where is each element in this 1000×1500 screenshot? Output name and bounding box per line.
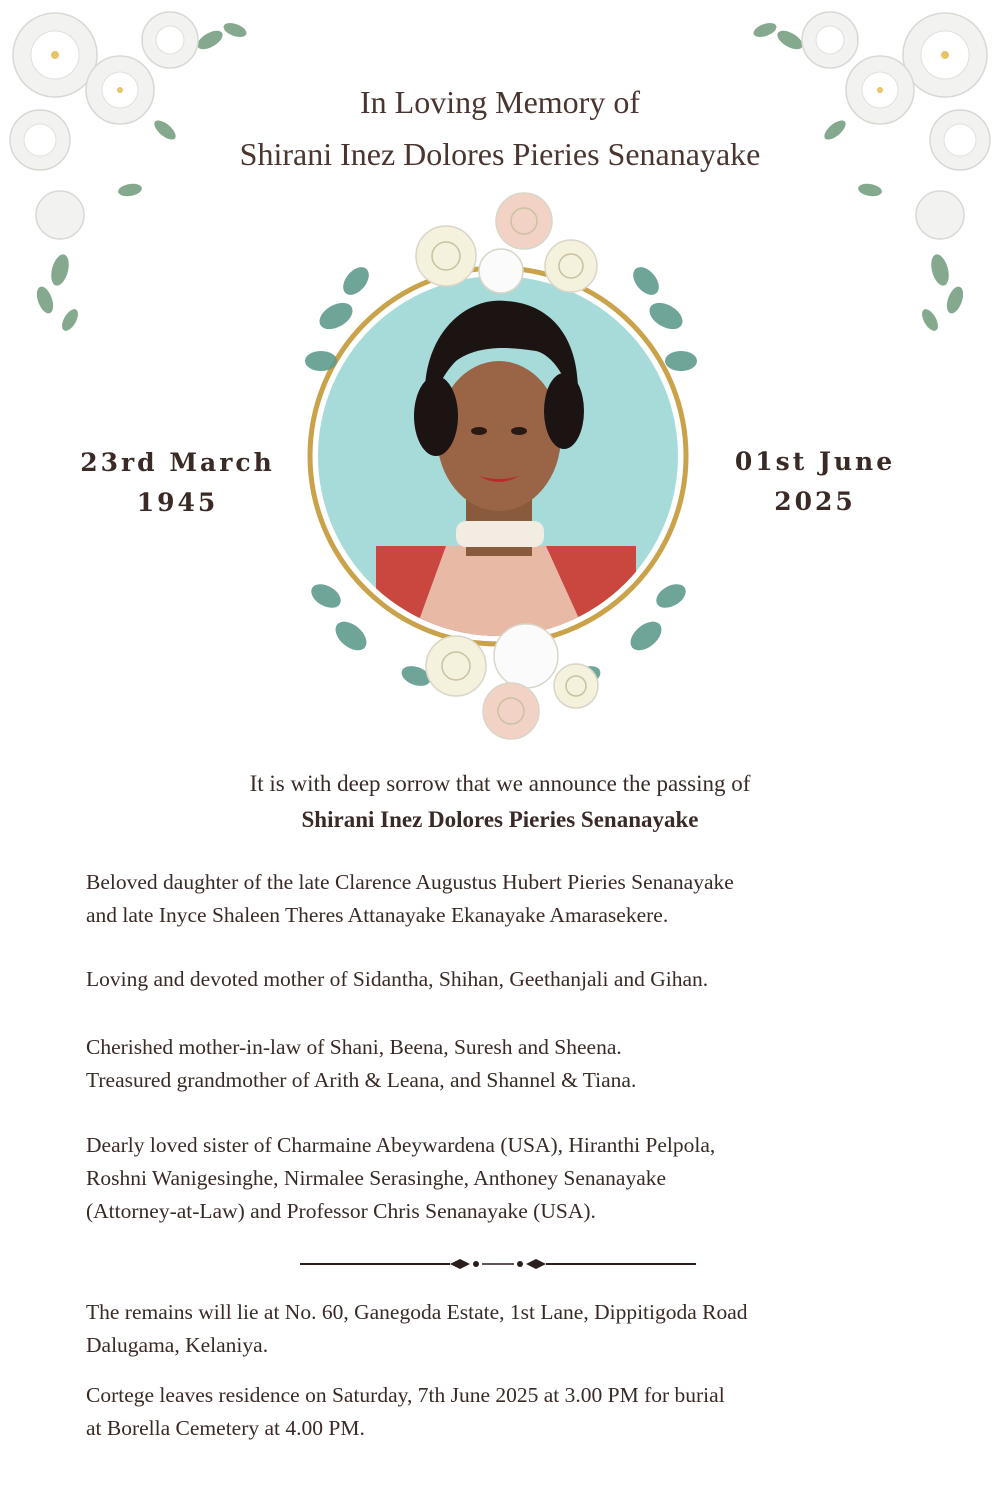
text-line: The remains will lie at No. 60, Ganegoda Estate, 1st Lane, Dippitigoda Road: [86, 1300, 748, 1324]
birth-year: 1945: [136, 488, 219, 517]
paragraph-daughter: [86, 866, 946, 932]
birth-date: [70, 443, 285, 523]
birth-day: 23rd March: [80, 448, 275, 477]
death-year: 2025: [774, 487, 856, 516]
ornamental-divider: [300, 1254, 696, 1274]
title-block: [0, 82, 1000, 176]
title-deceased-name: Shirani Inez Dolores Pieries Senanayake: [239, 136, 761, 172]
paragraph-sister: [86, 1129, 946, 1228]
text-line: Loving and devoted mother of Sidantha, Shihan, Geethanjali and Gihan.: [86, 967, 709, 991]
text-line: (Attorney-at-Law) and Professor Chris Senanayake (USA).: [86, 1199, 596, 1223]
paragraph-family: [86, 1031, 946, 1097]
text-line: Cherished mother-in-law of Shani, Beena, Suresh and Sheena.: [86, 1035, 622, 1059]
text-line: Dearly loved sister of Charmaine Abeywardena (USA), Hiranthi Pelpola,: [86, 1133, 716, 1157]
announcement-line: It is with deep sorrow that we announce the passing of: [249, 771, 751, 796]
title-in-loving-memory: In Loving Memory of: [360, 84, 640, 120]
paragraph-cortege: [86, 1379, 946, 1445]
text-line: Dalugama, Kelaniya.: [86, 1333, 269, 1357]
portrait-wreath: [296, 186, 706, 746]
death-day: 01st June: [734, 447, 896, 476]
text-line: Roshni Wanigesinghe, Nirmalee Serasinghe, Anthoney Senanayake: [86, 1166, 667, 1190]
death-date: [715, 442, 915, 522]
text-line: Beloved daughter of the late Clarence Augustus Hubert Pieries Senanayake: [86, 870, 734, 894]
text-line: at Borella Cemetery at 4.00 PM.: [86, 1416, 365, 1440]
text-line: and late Inyce Shaleen Theres Attanayake Ekanayake Amarasekere.: [86, 903, 669, 927]
paragraph-mother: [86, 963, 946, 996]
text-line: Treasured grandmother of Arith & Leana, and Shannel & Tiana.: [86, 1068, 637, 1092]
paragraph-remains: [86, 1296, 946, 1362]
announcement: [0, 766, 1000, 838]
text-line: Cortege leaves residence on Saturday, 7th June 2025 at 3.00 PM for burial: [86, 1383, 725, 1407]
announcement-name: Shirani Inez Dolores Pieries Senanayake: [301, 807, 699, 832]
